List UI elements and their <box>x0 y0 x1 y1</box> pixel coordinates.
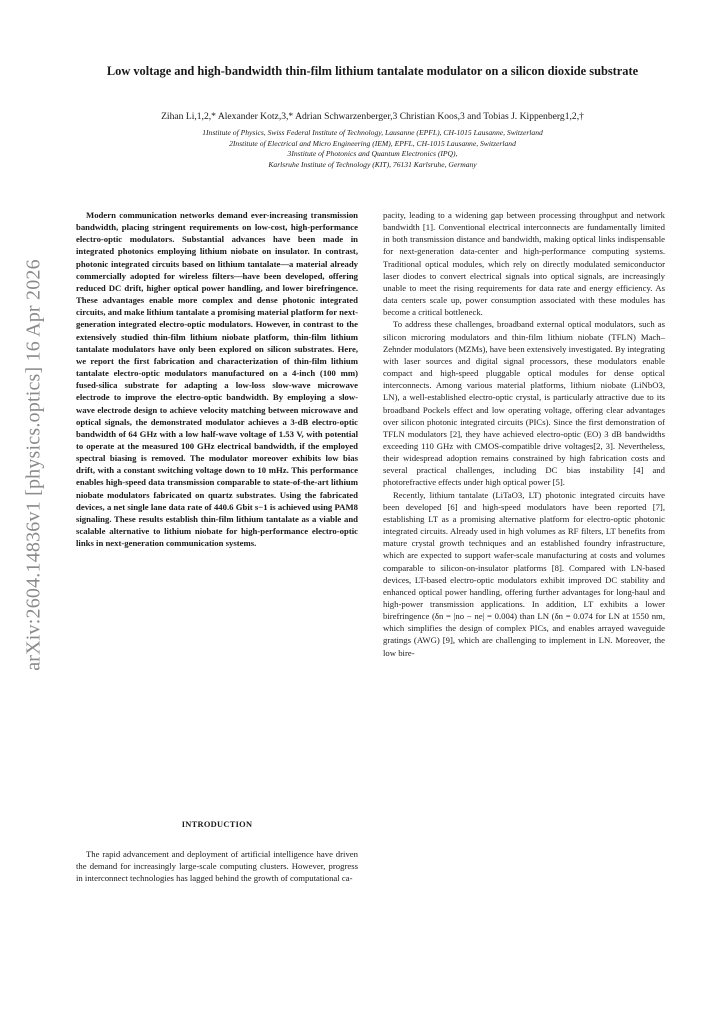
affiliation-line: 2Institute of Electrical and Micro Engineering (IEM), EPFL, CH-1015 Lausanne, Switzerland <box>229 138 516 148</box>
paragraph: pacity, leading to a widening gap between processing throughput and network bandwidth [1]. Conventional electrical interconnects are fundamentally limited in both transmission distance and bandwidth, making optical links indispensable for next-generation data-center and high-performance computing systems. Traditional optical modules, which rely on directly modulated semiconductor laser diodes to convert electrical signals into optical signals, are increasingly unable to meet the rising requirements for data rate and energy efficiency. As data centers scale up, power consumption associated with these modules has become a critical bottleneck. <box>383 210 665 318</box>
paper-title: Low voltage and high-bandwidth thin-film lithium tantalate modulator on a silicon dioxide substrate <box>106 64 639 78</box>
paragraph: To address these challenges, broadband external optical modulators, such as silicon microring modulators and thin-film lithium niobate (TFLN) Mach–Zehnder modulators (MZMs), have been extensively investigated. By integrating with laser sources and digital signal processors, these modulators enable compact and high-speed pluggable optical modules for dense optical interconnects. Among various material platforms, lithium niobate (LiNbO3, LN), a well-established electro-optic crystal, is particularly attractive due to its broadband Pockels effect and low operating voltage, offering clear advantages over silicon photonic integrated circuits (PICs). Since the first demonstration of TFLN modulators [2], they have achieved electro-optic (EO) 3 dB bandwidths exceeding 110 GHz with CMOS-compatible drive voltages[2, 3]. Nevertheless, their widespread adoption remains constrained by high fabrication costs and several practical challenges, including DC bias instability [4] and photorefractive effects under high optical power [5]. <box>383 319 665 488</box>
arxiv-identifier: arXiv:2604.14836v1 [physics.optics] 16 Apr 2026 <box>22 259 45 671</box>
paragraph: Recently, lithium tantalate (LiTaO3, LT) photonic integrated circuits have been developed [6] and high-speed modulators have been reported [7], establishing LT as a promising alternative platform for electro-optic photonic integrated circuits. Already used in high volumes as RF filters, LT benefits from mature crystal growth techniques and an established foundry infrastructure, which are expected to support wafer-scale manufacturing at costs and volumes comparable to silicon-on-insulator platforms [8]. Compared with LN-based devices, LT-based electro-optic modulators exhibit improved DC stability and enhanced optical power handling, offering further advantages for long-haul and high-power transmission applications. In addition, LT exhibits a lower birefringence (δn = |no − ne| = 0.004) than LN (δn = 0.074 for LN at 1550 nm, which simplifies the design of complex PICs, and enables arrayed waveguide gratings (AWG) [9], which are challenging to implement in LN. Moreover, the low bire- <box>383 489 665 658</box>
affiliation-line: Karlsruhe Institute of Technology (KIT), 76131 Karlsruhe, Germany <box>268 159 477 169</box>
abstract-text: Modern communication networks demand ever-increasing transmission bandwidth, placing stringent requirements on low-cost, high-performance electro-optic modulators. Substantial advances have been made in integrated photonics employing lithium niobate on insulator. In contrast, photonic integrated circuits based on lithium tantalate—a material already commercially adopted for wireless filters—have been developed, offering reduced DC drift, higher optical power handling, and lower birefringence. These advantages enable more complex and dense photonic integrated circuits, and make lithium tantalate a promising material platform for next-generation integrated electro-optic modulators. However, in contrast to the extensively studied thin-film lithium niobate platform, thin-film lithium tantalate modulators have only been explored on silicon substrates. Here, we report the first fabrication and characterization of thin-film lithium tantalate electro-optic modulators manufactured on a 4-inch (100 mm) fused-silica substrate for adapting a low-loss slow-wave microwave electrode to improve the electro-optic bandwidth. By employing a slow-wave electrode design to achieve velocity matching between microwave and optical signals, the demonstrated modulator achieves a 3-dB electro-optic bandwidth of 64 GHz with a low half-wave voltage of 1.53 V, with potential to operate at the measured 100 GHz electrical bandwidth, if the employed spectral biasing is removed. The modulator moreover exhibits low bias drift, with a constant switching voltage down to 10 mHz. This performance enables high-speed data transmission comparable to state-of-the-art lithium niobate modulators fabricated on quartz substrates. Using the fabricated devices, a net single lane data rate of 440.6 Gbit s−1 is achieved using PAM8 signaling. These results establish thin-film lithium tantalate as a viable and scalable alternative to lithium niobate for high-performance electro-optic links in next-generation communication systems. <box>76 210 358 549</box>
affiliation-line: 1Institute of Physics, Swiss Federal Institute of Technology, Lausanne (EPFL), CH-1015 Lausanne, Switzerland <box>202 128 543 137</box>
affiliations <box>85 128 660 170</box>
section-heading-introduction: INTRODUCTION <box>181 820 253 829</box>
author-list: Zihan Li,1,2,* Alexander Kotz,3,* Adrian Schwarzenberger,3 Christian Koos,3 and Tobias J. Kippenberg1,2,† <box>161 111 584 122</box>
paragraph: The rapid advancement and deployment of artificial intelligence have driven the demand for increasingly large-scale computing clusters. However, progress in interconnect technologies has lagged behind the growth of computational ca- <box>76 849 358 884</box>
abstract <box>76 209 358 549</box>
introduction-left-column <box>76 848 358 884</box>
arxiv-sidebar-stamp <box>14 250 54 680</box>
affiliation-line: 3Institute of Photonics and Quantum Electronics (IPQ), <box>287 149 458 158</box>
right-column <box>383 209 665 659</box>
